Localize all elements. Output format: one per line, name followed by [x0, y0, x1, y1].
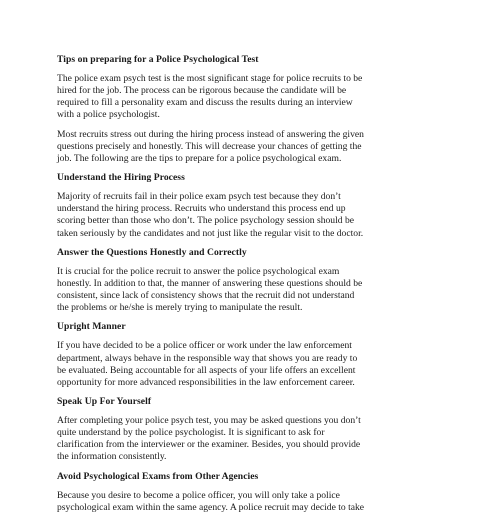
- section-heading-speak-up: Speak Up For Yourself: [57, 395, 152, 407]
- text-line: honestly. In addition to that, the manner of answering these questions should be: [57, 277, 363, 289]
- section-paragraph-avoid-other-agencies: [57, 490, 447, 514]
- text-line: psychological exam within the same agency. A police recruit may decide to take: [57, 501, 365, 513]
- intro-paragraph-2: [57, 129, 447, 165]
- text-line: be evaluated. Being accountable for all aspects of your life offers an excellent: [57, 364, 356, 376]
- text-line: After completing your police psych test, you may be asked questions you don’t: [57, 414, 361, 426]
- section-heading-avoid-other-agencies: Avoid Psychological Exams from Other Agencies: [57, 470, 259, 482]
- intro-paragraph-1: [57, 73, 447, 122]
- text-line: hired for the job. The process can be rigorous because the candidate will be: [57, 85, 347, 97]
- section-paragraph-speak-up: [57, 415, 447, 464]
- text-line: questions precisely and honestly. This will decrease your chances of getting the: [57, 140, 362, 152]
- section-paragraph-hiring-process: [57, 191, 447, 240]
- text-line: department, always behave in the responsible way that shows you are ready to: [57, 352, 358, 364]
- section-paragraph-upright-manner: [57, 340, 447, 389]
- document-title: Tips on preparing for a Police Psychological Test: [57, 54, 259, 65]
- text-line: taken seriously by the candidates and not just like the regular visit to the doctor.: [57, 227, 364, 239]
- text-line: job. The following are the tips to prepare for a police psychological exam.: [57, 152, 342, 164]
- text-line: the problems or he/she is merely trying to manipulate the result.: [57, 302, 303, 314]
- document-page: [57, 54, 447, 521]
- text-line: opportunity for more advanced responsibilities in the law enforcement career.: [57, 376, 355, 388]
- text-line: consistent, since lack of consistency shows that the recruit did not understand: [57, 290, 355, 302]
- section-heading-hiring-process: Understand the Hiring Process: [57, 172, 185, 184]
- text-line: If you have decided to be a police officer or work under the law enforcement: [57, 340, 352, 352]
- text-line: Most recruits stress out during the hiring process instead of answering the given: [57, 128, 364, 140]
- text-line: Because you desire to become a police officer, you will only take a police: [57, 489, 340, 501]
- text-line: required to fill a personality exam and discuss the results during an interview: [57, 97, 353, 109]
- section-heading-answer-honestly: Answer the Questions Honestly and Correctly: [57, 246, 247, 258]
- text-line: clarification from the interviewer or the examiner. Besides, you should provide: [57, 439, 361, 451]
- text-line: The police exam psych test is the most significant stage for police recruits to be: [57, 73, 363, 84]
- text-line: with a police psychologist.: [57, 109, 160, 121]
- text-line: Majority of recruits fail in their police exam psych test because they don’t: [57, 191, 341, 203]
- text-line: scoring better than those who don’t. The police psychology session should be: [57, 215, 355, 227]
- text-line: quite understand by the police psychologist. It is significant to ask for: [57, 427, 325, 439]
- section-paragraph-answer-honestly: [57, 266, 447, 315]
- text-line: It is crucial for the police recruit to answer the police psychological exam: [57, 265, 340, 277]
- text-line: the information consistently.: [57, 451, 167, 463]
- section-heading-upright-manner: Upright Manner: [57, 321, 126, 333]
- text-line: understand the hiring process. Recruits who understand this process end up: [57, 203, 346, 215]
